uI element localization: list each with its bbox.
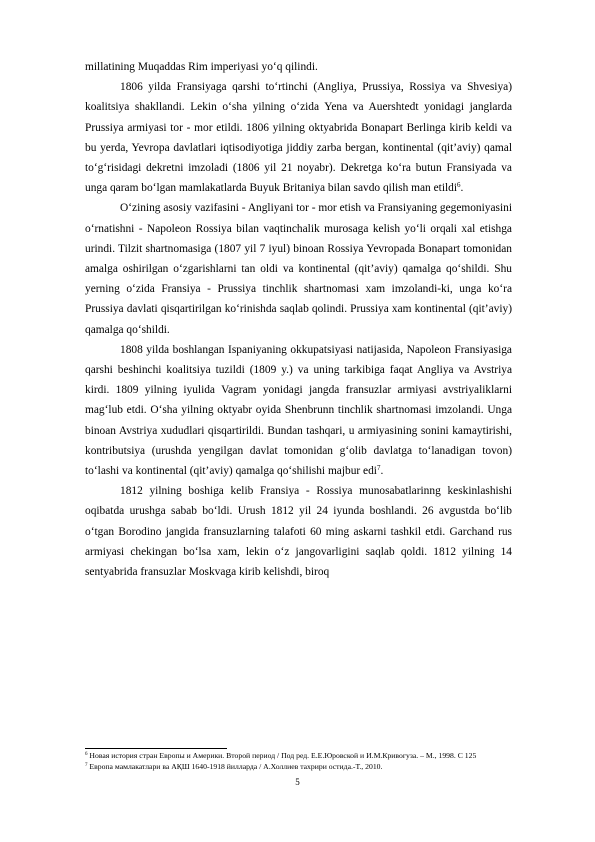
footnote [85, 751, 525, 762]
footnotes [85, 751, 525, 772]
footnote-mark: 6 [85, 752, 88, 757]
document-body [85, 57, 512, 582]
paragraph-text: 1806 yilda Fransiyaga qarshi to‘rtinchi (Angliya, Prussiya, Rossiya va Shvesiya) koalitsiya shakllandi. Lekin o‘sha yilning o‘zida Yena va Auershtedt yonidagi janglarda Prussiya armiyasi tor - mor etildi. 1806 yilning oktyabrida Bonapart Berlinga kirib keldi va bu yerda, Yevropa davlatlari iqtisodiyotiga jiddiy zarba bergan, kontinental (qit’aviy) qamal to‘g‘risidagi dekretni imzoladi (1806 yil 21 noyabr). Dekretga ko‘ra butun Fransiyada va unga qaram bo‘lgan mamlakatlarda Buyuk Britaniya bilan savdo qilish man etildi [85, 81, 512, 195]
page-number: 5 [295, 777, 300, 787]
footnote-mark: 7 [85, 762, 88, 768]
footnote-reference: 6 [457, 181, 461, 190]
footnote-text: Новая история стран Европы и Америки. Второй период / Под ред. Е.Е.Юровской и И.М.Кривогуза. – М., 1998. C 125 [89, 751, 477, 760]
footnote [85, 762, 525, 773]
paragraph-text: O‘zining asosiy vazifasini - Angliyani tor - mor etish va Fransiyaning gegemoniyasini o‘rnatishni - Napoleon Rossiya bilan vaqtinchalik murosaga kelish yo‘li orqali xal etishga urindi. Tilzit shartnomasiga (1807 yil 7 iyul) binoan Rossiya Yevropada Bonapart tomonidan amalga oshirilgan o‘zgarishlarni tan oldi va kontinental (qit’aviy) qamalga qo‘shildi. Shu yerning o‘zida Fransiya - Prussiya tinchlik shartnomasi xam imzolandi-ki, unga ko‘ra Prussiya davlati qisqartirilgan ko‘rinishda saqlab qolindi. Prussiya xam kontinental (qit’aviy) qamalga qo‘shildi. [85, 202, 512, 336]
paragraph-text: millatining Muqaddas Rim imperiyasi yo‘q qilindi. [85, 61, 318, 73]
footnote-text: Европа мамлакатлари ва АҚШ 1640-1918 йилларда / А.Холлиев тахрири остида.-Т., 2010. [89, 761, 383, 771]
paragraph-text: 1812 yilning boshiga kelib Fransiya - Rossiya munosabatlarinng keskinlashishi oqibatda urushga sabab bo‘ldi. Urush 1812 yil 24 iyunda boshlandi. 26 avgustda bo‘lib o‘tgan Borodino jangida fransuzlarning talafoti 60 ming askarni tashkil etdi. Garchand rus armiyasi chekingan bo‘lsa xam, lekin o‘z jangovarligini saqlab qoldi. 1812 yilning 14 sentyabrida fransuzlar Moskvaga kirib kelishdi, biroq [85, 485, 512, 579]
body-paragraph [85, 198, 512, 339]
body-paragraph [85, 481, 512, 582]
body-paragraph [85, 57, 512, 77]
paragraph-text: 1808 yilda boshlangan Ispaniyaning okkupatsiyasi natijasida, Napoleon Fransiyasiga qarshi beshinchi koalitsiya tuzildi (1809 y.) va uning tarkibiga faqat Angliya va Avstriya kirdi. 1809 yilning iyulida Vagram yonidagi jangda fransuzlar armiyasi avstriyaliklarni mag‘lub etdi. O‘sha yilning oktyabr oyida Shenbrunn tinchlik shartnomasi imzolandi. Unga binoan Avstriya xududlari qisqartirildi. Bundan tashqari, u armiyasining sonini kamaytirishi, kontributsiya (urushda yengilgan davlat tomonidan g‘olib davlatga to‘lanadigan tovon) to‘lashi va kontinental (qit’aviy) qamalga qo‘shilishi majbur edi [85, 343, 512, 478]
body-paragraph: 1806 yilda Fransiyaga qarshi to‘rtinchi (Angliya, Prussiya, Rossiya va Shvesiya) koalitsiya shakllandi. Lekin o‘sha yilning o‘zida Yena va Auershtedt yonidagi janglarda Prussiya armiyasi tor - mor etildi. 1806 yilning oktyabrida Bonapart Berlinga kirib keldi va bu yerda, Yevropa davlatlari iqtisodiyotiga jiddiy zarba bergan, kontinental (qit’aviy) qamal to‘g‘risidagi dekretni imzoladi (1806 yil 21 noyabr). Dekretga ko‘ra butun Fransiyada va unga qaram bo‘lgan mamlakatlarda Buyuk Britaniya bilan savdo qilish man etildi$^6$. [85, 81, 512, 195]
footnote-reference: 7 [376, 464, 381, 473]
footnote-divider [85, 748, 227, 749]
body-paragraph: 1808 yilda boshlangan Ispaniyaning okkupatsiyasi natijasida, Napoleon Fransiyasiga qarshi beshinchi koalitsiya tuzildi (1809 y.) va uning tarkibiga faqat Angliya va Avstriya kirdi. 1809 yilning iyulida Vagram yonidagi jangda fransuzlar armiyasi avstriyaliklarni mag‘lub etdi. O‘sha yilning oktyabr oyida Shenbrunn tinchlik shartnomasi imzolandi. Unga binoan Avstriya xududlari qisqartirildi. Bundan tashqari, u armiyasining sonini kamaytirishi, kontributsiya (urushda yengilgan davlat tomonidan g‘olib davlatga to‘lanadigan tovon) to‘lashi va kontinental (qit’aviy) qamalga qo‘shilishi majbur edi$^7$. [85, 343, 512, 478]
